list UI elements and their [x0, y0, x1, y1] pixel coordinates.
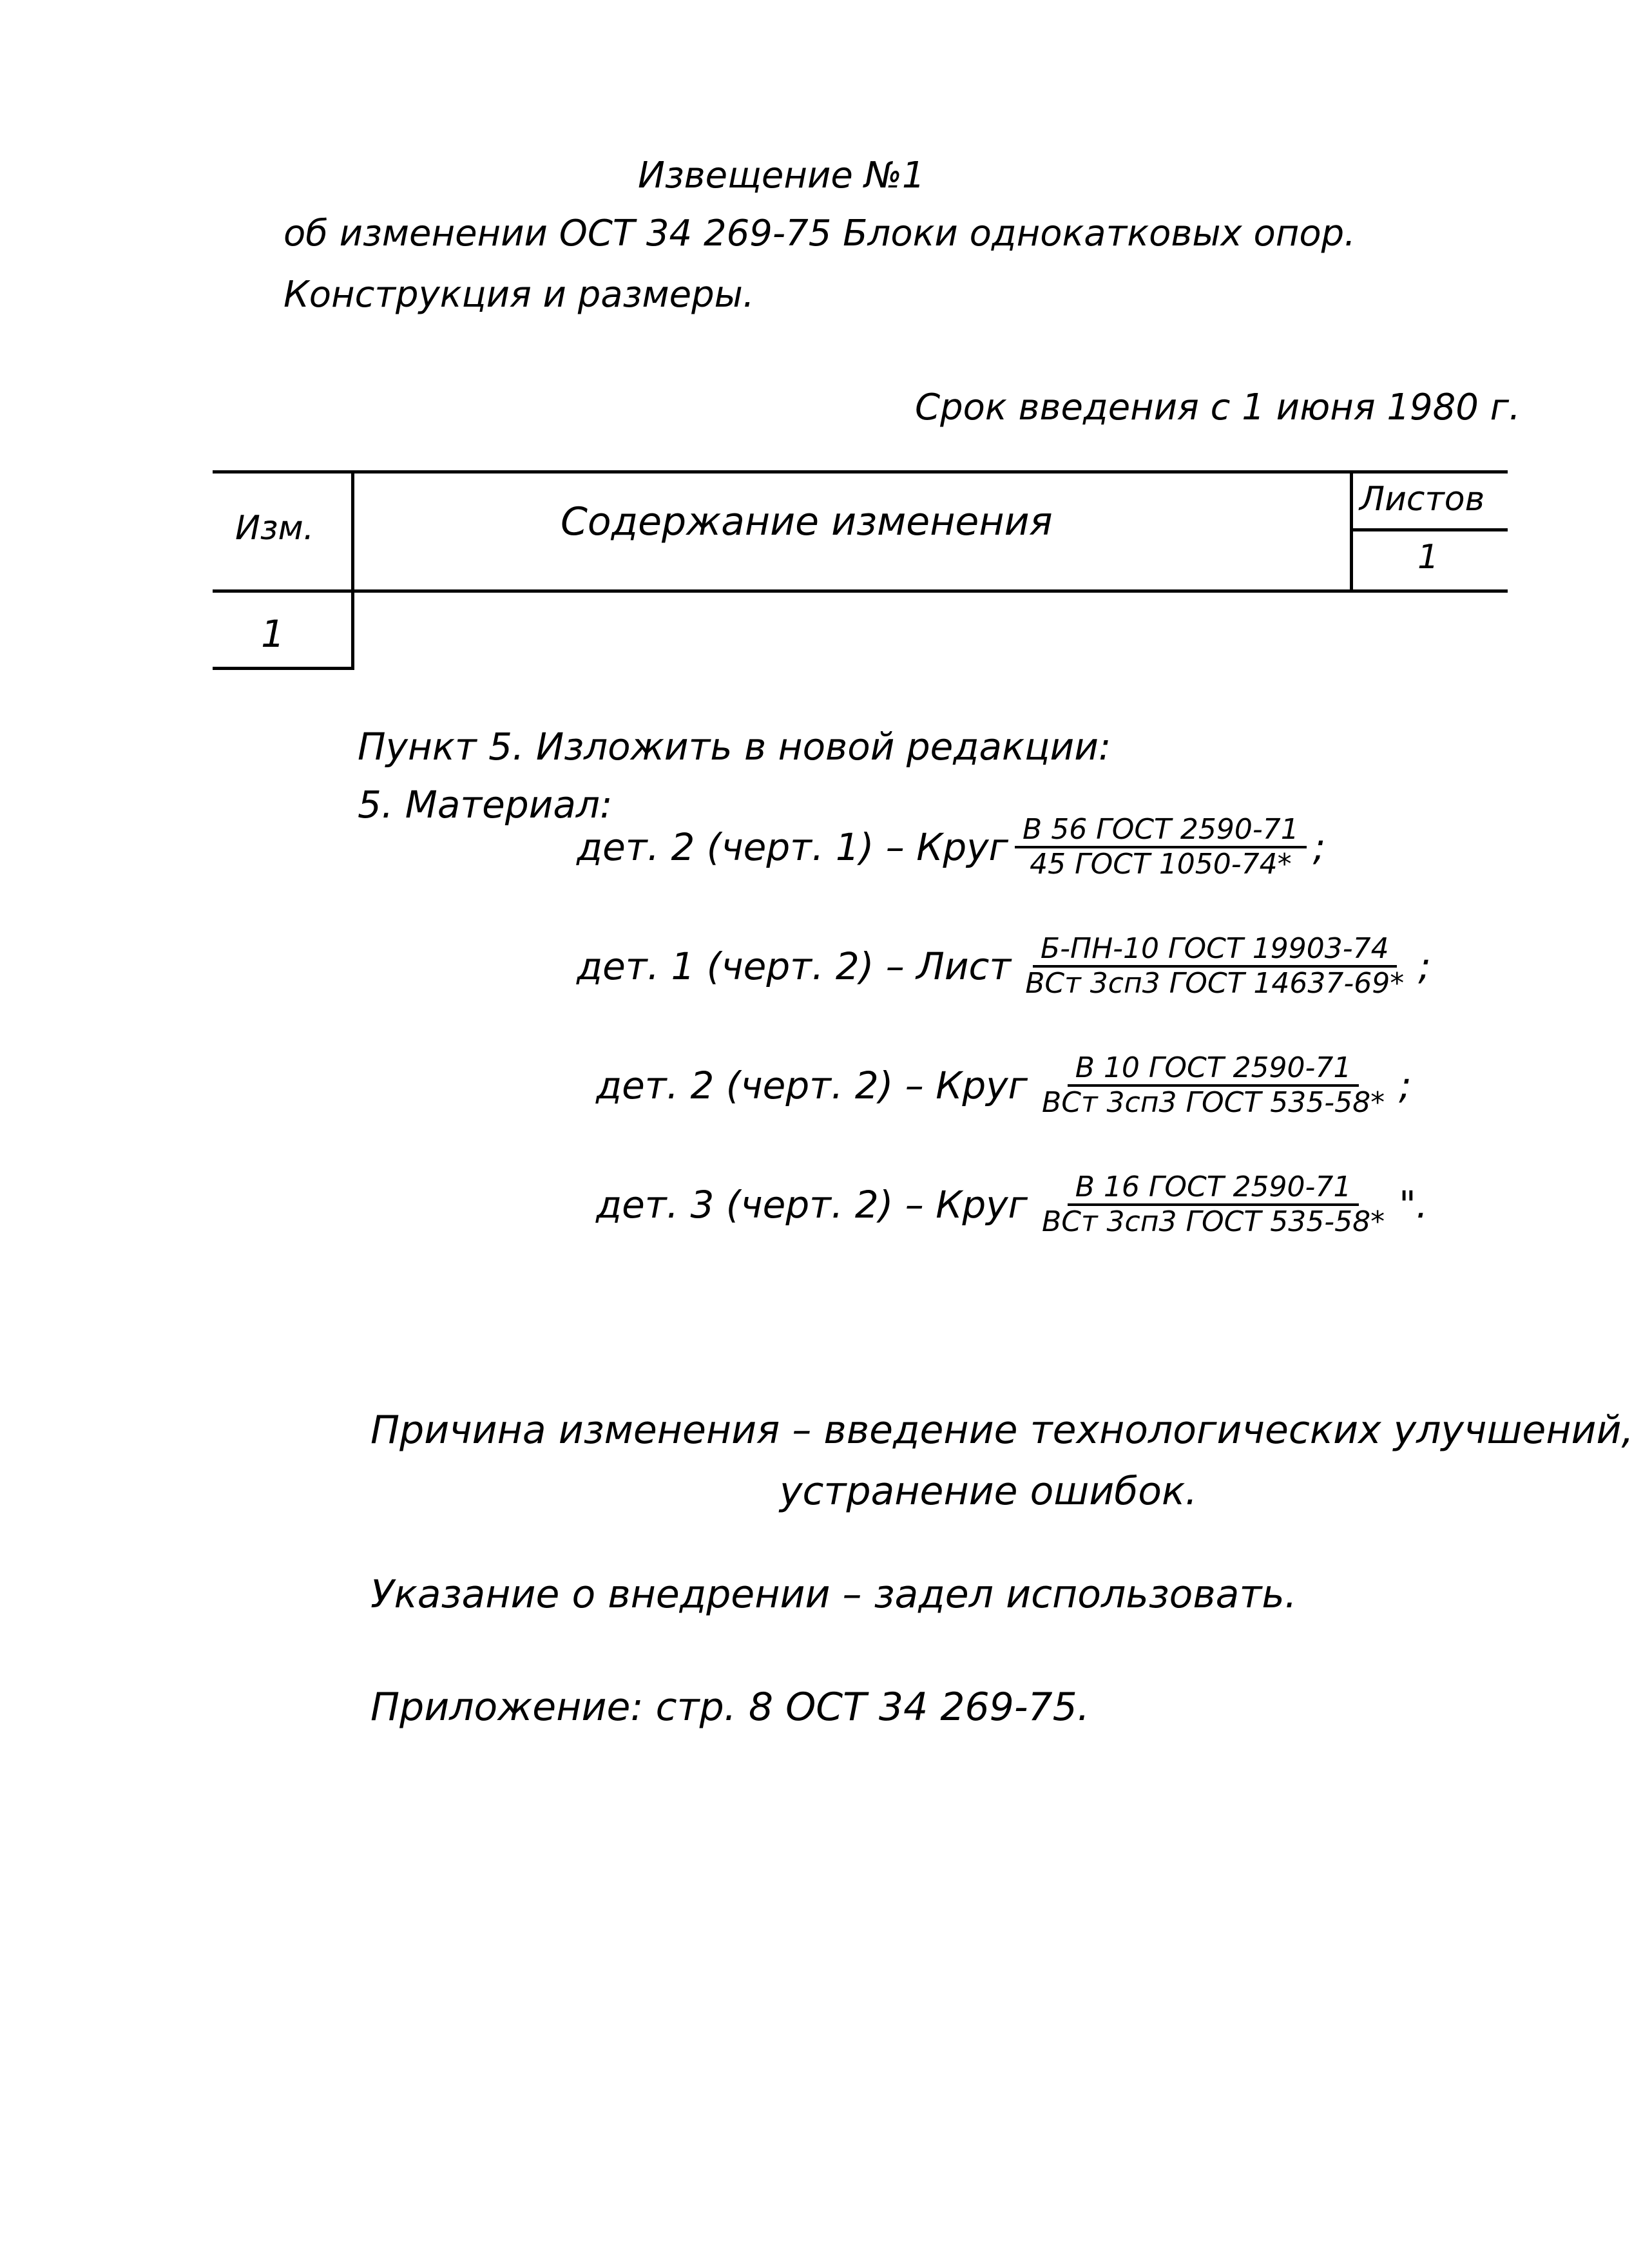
fraction-denominator: ВСт 3сп3 ГОСТ 535-58* [1042, 1086, 1385, 1120]
notice-subtitle-line2: Конструкция и размеры. [283, 274, 754, 316]
material-suffix: ". [1399, 1183, 1428, 1227]
table-header-izm: Изм. [235, 509, 314, 548]
material-suffix: ; [1418, 944, 1431, 989]
material-fraction [1015, 815, 1307, 879]
implementation-instruction: Указание о внедрении – задел использовать. [370, 1572, 1297, 1617]
attachment-note: Приложение: стр. 8 ОСТ 34 269-75. [370, 1685, 1090, 1730]
material-suffix: ; [1399, 1064, 1412, 1108]
material-item [596, 1053, 1412, 1118]
material-item [577, 815, 1325, 879]
table-row-izm-value: 1 [261, 612, 285, 656]
material-fraction [1034, 1172, 1392, 1237]
material-prefix: дет. 2 (черт. 1) – Круг [577, 825, 1009, 870]
fraction-numerator: В 16 ГОСТ 2590-71 [1068, 1172, 1359, 1206]
fraction-denominator: ВСт 3сп3 ГОСТ 535-58* [1042, 1205, 1385, 1239]
fraction-numerator: В 10 ГОСТ 2590-71 [1068, 1053, 1359, 1087]
change-reason-continued: устранение ошибок. [780, 1469, 1198, 1514]
material-item [596, 1172, 1428, 1237]
table-header-sheets: Листов [1359, 480, 1485, 519]
material-item [577, 934, 1431, 999]
table-header-content: Содержание изменения [561, 499, 1053, 544]
notice-title: Извещение №1 [638, 155, 925, 196]
material-fraction [1017, 934, 1412, 999]
effective-date: Срок введения с 1 июня 1980 г. [915, 387, 1521, 428]
table-sheets-value: 1 [1417, 538, 1439, 577]
change-reason: Причина изменения – введение технологических улучшений, [370, 1408, 1634, 1453]
material-prefix: дет. 1 (черт. 2) – Лист [577, 944, 1012, 989]
fraction-denominator: 45 ГОСТ 1050-74* [1030, 848, 1292, 881]
fraction-denominator: ВСт 3сп3 ГОСТ 14637-69* [1025, 967, 1405, 1000]
point-instruction: Пункт 5. Изложить в новой редакции: [358, 725, 1111, 769]
material-prefix: дет. 3 (черт. 2) – Круг [596, 1183, 1028, 1227]
material-fraction [1034, 1053, 1392, 1118]
fraction-numerator: В 56 ГОСТ 2590-71 [1015, 815, 1307, 848]
material-prefix: дет. 2 (черт. 2) – Круг [596, 1064, 1028, 1108]
material-suffix: ; [1312, 825, 1326, 870]
material-heading: 5. Материал: [358, 783, 613, 827]
fraction-numerator: Б-ПН-10 ГОСТ 19903-74 [1033, 934, 1397, 968]
notice-subtitle-line1: об изменении ОСТ 34 269-75 Блоки однокатковых опор. [283, 213, 1356, 254]
